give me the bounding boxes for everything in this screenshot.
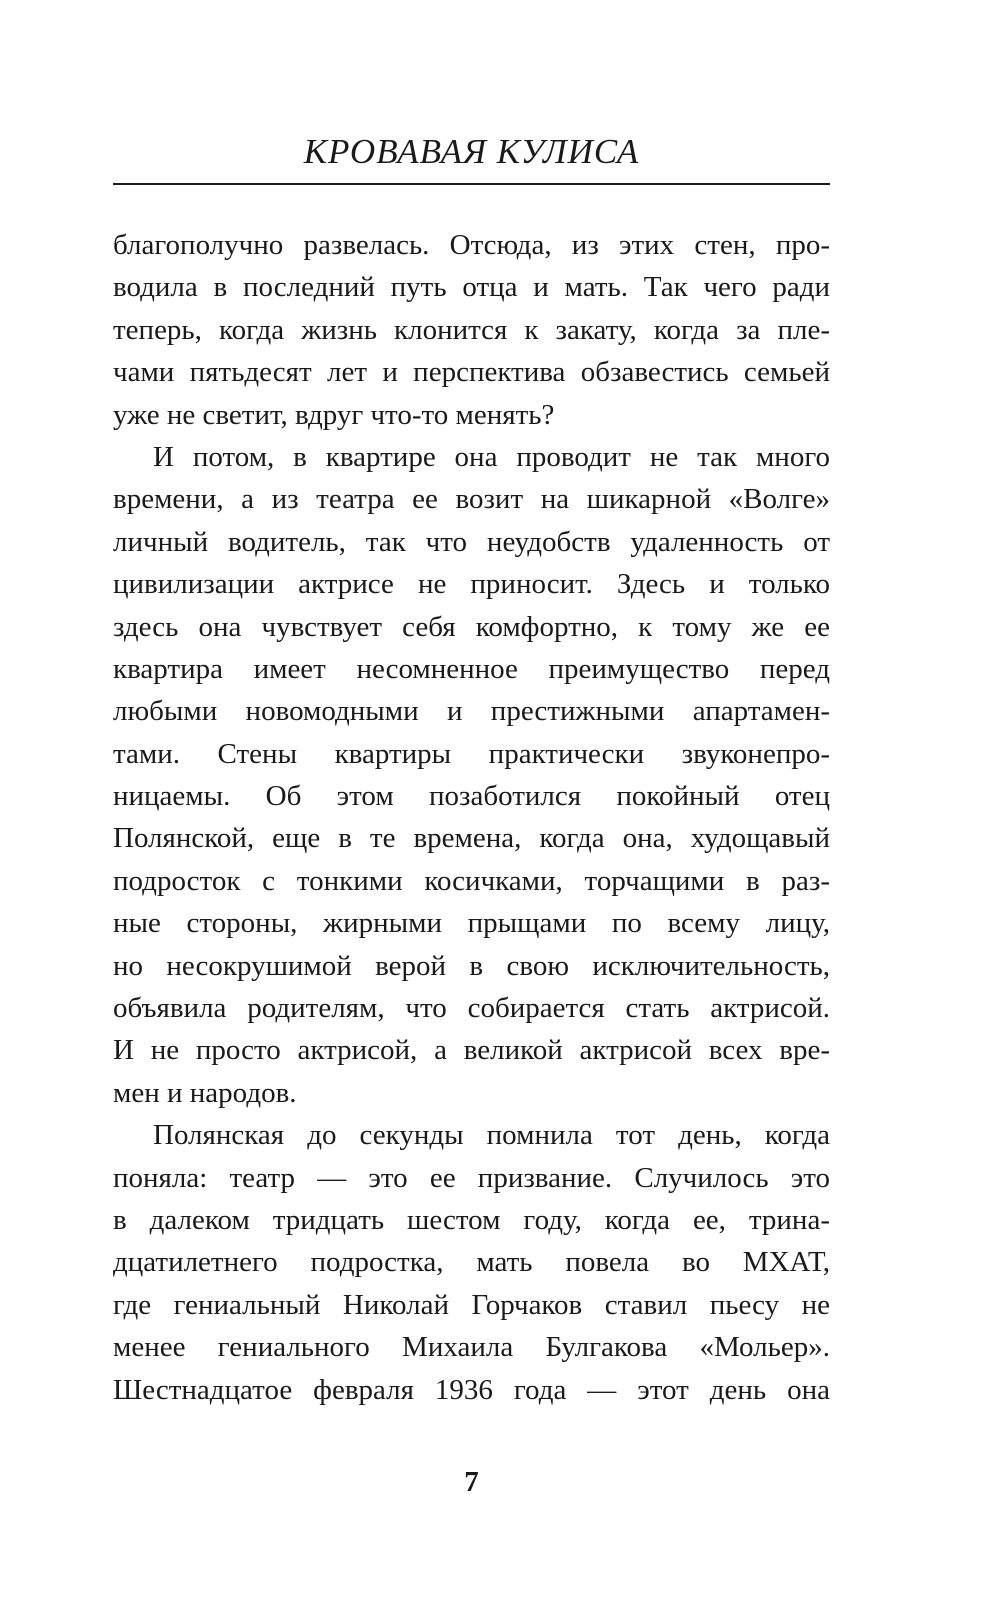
- text-line: уже не светит, вдруг что-то менять?: [113, 398, 555, 431]
- body-text: [113, 224, 830, 1411]
- text-line: где гениальный Николай Горчаков ставил пьесу не: [113, 1288, 830, 1321]
- text-line: дцатилетнего подростка, мать повела во МХАТ,: [113, 1246, 830, 1279]
- text-line: И не просто актрисой, а великой актрисой всех вре-: [113, 1034, 830, 1067]
- text-line: квартира имеет несомненное преимущество перед: [113, 652, 830, 685]
- text-line: Полянская до секунды помнила тот день, когда: [153, 1119, 830, 1152]
- paragraph: [113, 436, 830, 1114]
- text-line: теперь, когда жизнь клонится к закату, когда за пле-: [113, 313, 830, 346]
- text-line: любыми новомодными и престижными апартамен-: [113, 695, 830, 728]
- text-line: личный водитель, так что неудобств удаленность от: [113, 525, 830, 558]
- paragraph: [113, 224, 830, 436]
- text-line: менее гениального Михаила Булгакова «Мольер».: [113, 1331, 830, 1364]
- text-line: водила в последний путь отца и мать. Так чего ради: [113, 271, 830, 304]
- text-line: благополучно развелась. Отсюда, из этих стен, про-: [113, 229, 830, 261]
- text-line: но несокрушимой верой в свою исключительность,: [113, 949, 830, 982]
- text-line: Полянской, еще в те времена, когда она, худощавый: [113, 822, 830, 855]
- text-line: объявила родителям, что собирается стать актрисой.: [113, 992, 830, 1025]
- text-line: ницаемы. Об этом позаботился покойный отец: [113, 780, 830, 813]
- text-line: здесь она чувствует себя комфортно, к тому же ее: [113, 610, 830, 643]
- header-rule: [113, 183, 830, 185]
- running-title: КРОВАВАЯ КУЛИСА: [303, 132, 640, 171]
- text-line: поняла: театр — это ее призвание. Случилось это: [113, 1161, 830, 1194]
- text-line: ные стороны, жирными прыщами по всему лицу,: [113, 907, 830, 940]
- paragraph: [113, 1114, 830, 1411]
- text-line: тами. Стены квартиры практически звуконепро-: [113, 737, 830, 770]
- text-line: Шестнадцатое февраля 1936 года — этот день она: [113, 1373, 830, 1406]
- page-number: 7: [464, 1466, 479, 1498]
- text-line: в далеком тридцать шестом году, когда ее, трина-: [113, 1203, 830, 1236]
- text-line: чами пятьдесят лет и перспектива обзавестись семьей: [113, 356, 830, 389]
- text-line: подросток с тонкими косичками, торчащими в раз-: [113, 864, 830, 897]
- text-line: времени, а из театра ее возит на шикарной «Волге»: [113, 483, 830, 516]
- text-line: И потом, в квартире она проводит не так много: [153, 440, 830, 473]
- text-line: цивилизации актрисе не приносит. Здесь и только: [113, 568, 830, 601]
- text-line: мен и народов.: [113, 1076, 297, 1109]
